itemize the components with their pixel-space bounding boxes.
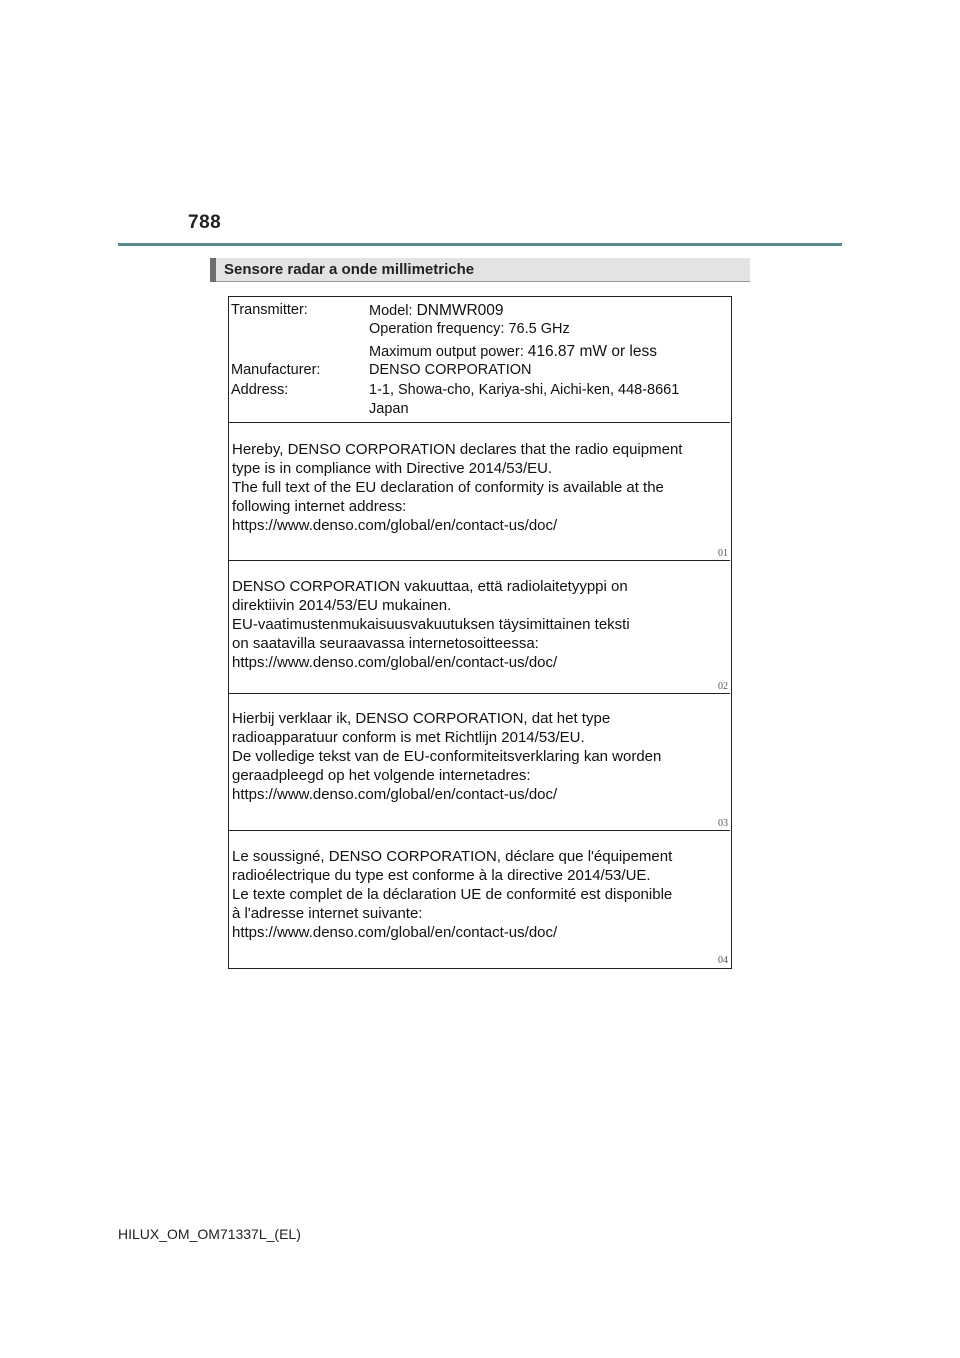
address-line-2: Japan	[369, 401, 409, 417]
declaration-line: radioapparatuur conform is met Richtlijn 2014/53/EU.	[232, 729, 585, 746]
address-line-1: 1-1, Showa-cho, Kariya-shi, Aichi-ken, 448-8661	[369, 382, 680, 398]
model-label: Model:	[369, 303, 413, 319]
declaration-line: De volledige tekst van de EU-conformiteitsverklaring kan worden	[232, 748, 662, 765]
section-title: Sensore radar a onde millimetriche	[224, 261, 475, 278]
declaration-url: https://www.denso.com/global/en/contact-us/doc/	[232, 786, 558, 803]
declaration-line: on saatavilla seuraavassa internetosoitteessa:	[232, 635, 539, 652]
power-value: 416.87 mW or less	[527, 343, 657, 360]
panel-code: 03	[718, 818, 728, 829]
declaration-text	[232, 709, 661, 804]
declaration-text	[232, 847, 672, 942]
declaration-url: https://www.denso.com/global/en/contact-us/doc/	[232, 654, 558, 671]
panel-code: 01	[718, 548, 728, 559]
regulatory-label	[228, 296, 732, 969]
manufacturer-value: DENSO CORPORATION	[369, 362, 532, 378]
declaration-line: The full text of the EU declaration of conformity is available at the	[232, 479, 664, 496]
declaration-line: radioélectrique du type est conforme à la directive 2014/53/UE.	[232, 867, 651, 884]
power-label: Maximum output power:	[369, 344, 524, 360]
document-footer: HILUX_OM_OM71337L_(EL)	[118, 1226, 301, 1242]
panel-code: 04	[718, 955, 728, 966]
declaration-panel-fi	[229, 561, 730, 694]
page-number: 788	[188, 212, 222, 233]
declaration-line: DENSO CORPORATION vakuuttaa, että radiolaitetyyppi on	[232, 578, 628, 595]
declaration-url: https://www.denso.com/global/en/contact-us/doc/	[232, 924, 558, 941]
declaration-line: type is in compliance with Directive 2014/53/EU.	[232, 460, 553, 477]
declaration-line: direktiivin 2014/53/EU mukainen.	[232, 597, 452, 614]
declaration-line: Le texte complet de la déclaration UE de conformité est disponible	[232, 886, 673, 903]
declaration-panel-en	[229, 423, 730, 561]
declaration-url: https://www.denso.com/global/en/contact-us/doc/	[232, 517, 558, 534]
model-value: DNMWR009	[416, 302, 504, 319]
declaration-panel-fr	[229, 831, 730, 967]
section-header-bar	[210, 258, 216, 282]
spec-panel	[229, 297, 730, 423]
panel-code: 02	[718, 681, 728, 692]
declaration-panel-nl	[229, 694, 730, 831]
declaration-line: Hierbij verklaar ik, DENSO CORPORATION, dat het type	[232, 710, 611, 727]
declaration-line: geraadpleegd op het volgende internetadres:	[232, 767, 531, 784]
declaration-text	[232, 440, 682, 535]
declaration-line: following internet address:	[232, 498, 407, 515]
declaration-line: EU-vaatimustenmukaisuusvakuutuksen täysimittainen teksti	[232, 616, 630, 633]
declaration-line: Hereby, DENSO CORPORATION declares that the radio equipment	[232, 441, 683, 458]
declaration-text	[232, 577, 630, 672]
section-header	[210, 258, 750, 282]
header-rule	[118, 243, 842, 246]
declaration-line: Le soussigné, DENSO CORPORATION, déclare que l'équipement	[232, 848, 673, 865]
manufacturer-label: Manufacturer:	[231, 362, 321, 378]
declaration-line: à l'adresse internet suivante:	[232, 905, 423, 922]
address-label: Address:	[231, 382, 289, 398]
frequency-value: Operation frequency: 76.5 GHz	[369, 321, 570, 337]
transmitter-label: Transmitter:	[231, 302, 308, 318]
